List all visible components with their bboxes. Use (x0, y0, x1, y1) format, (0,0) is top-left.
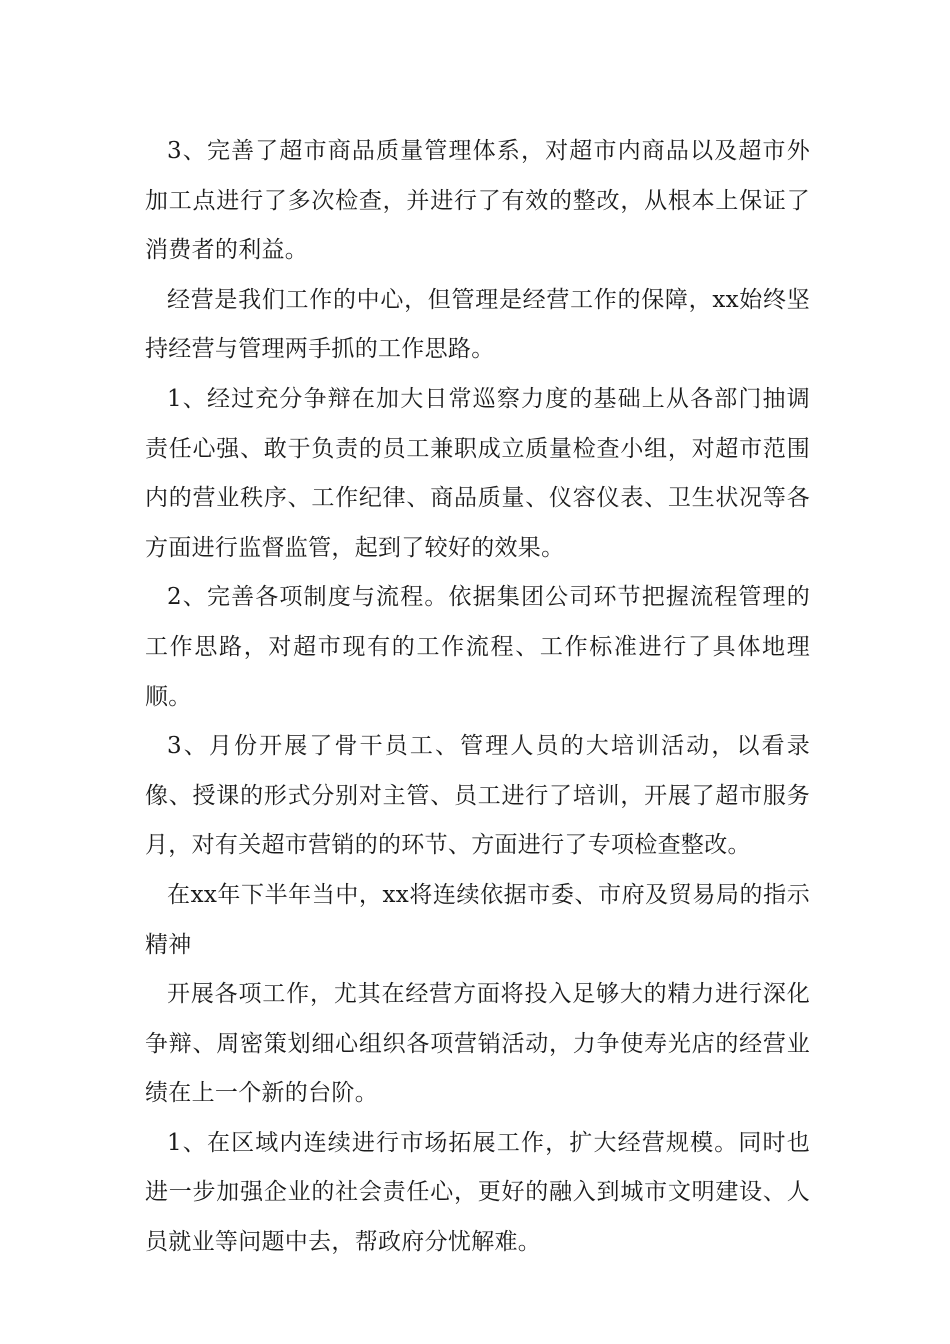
paragraph-1: 3、完善了超市商品质量管理体系，对超市内商品以及超市外加工点进行了多次检查，并进行了有效的整改，从根本上保证了消费者的利益。 (145, 138, 810, 264)
document-body (145, 127, 810, 1268)
paragraph-8: 1、在区域内连续进行市场拓展工作，扩大经营规模。同时也进一步加强企业的社会责任心，更好的融入到城市文明建设、人员就业等问题中去，帮政府分忧解难。 (145, 1129, 810, 1256)
paragraph-6: 在xx年下半年当中，xx将连续依据市委、市府及贸易局的指示精神 (145, 881, 810, 958)
paragraph-7: 开展各项工作，尤其在经营方面将投入足够大的精力进行深化争辩、周密策划细心组织各项营销活动，力争使寿光店的经营业绩在上一个新的台阶。 (145, 981, 810, 1107)
paragraph-4: 2、完善各项制度与流程。依据集团公司环节把握流程管理的工作思路，对超市现有的工作流程、工作标准进行了具体地理顺。 (145, 584, 810, 710)
paragraph-3: 1、经过充分争辩在加大日常巡察力度的基础上从各部门抽调责任心强、敢于负责的员工兼职成立质量检查小组，对超市范围内的营业秩序、工作纪律、商品质量、仪容仪表、卫生状况等各方面进行监督监管，起到了较好的效果。 (145, 385, 810, 561)
paragraph-5: 3、月份开展了骨干员工、管理人员的大培训活动，以看录像、授课的形式分别对主管、员工进行了培训，开展了超市服务月，对有关超市营销的的环节、方面进行了专项检查整改。 (145, 733, 810, 859)
paragraph-2: 经营是我们工作的中心，但管理是经营工作的保障，xx始终坚持经营与管理两手抓的工作思路。 (145, 286, 810, 363)
